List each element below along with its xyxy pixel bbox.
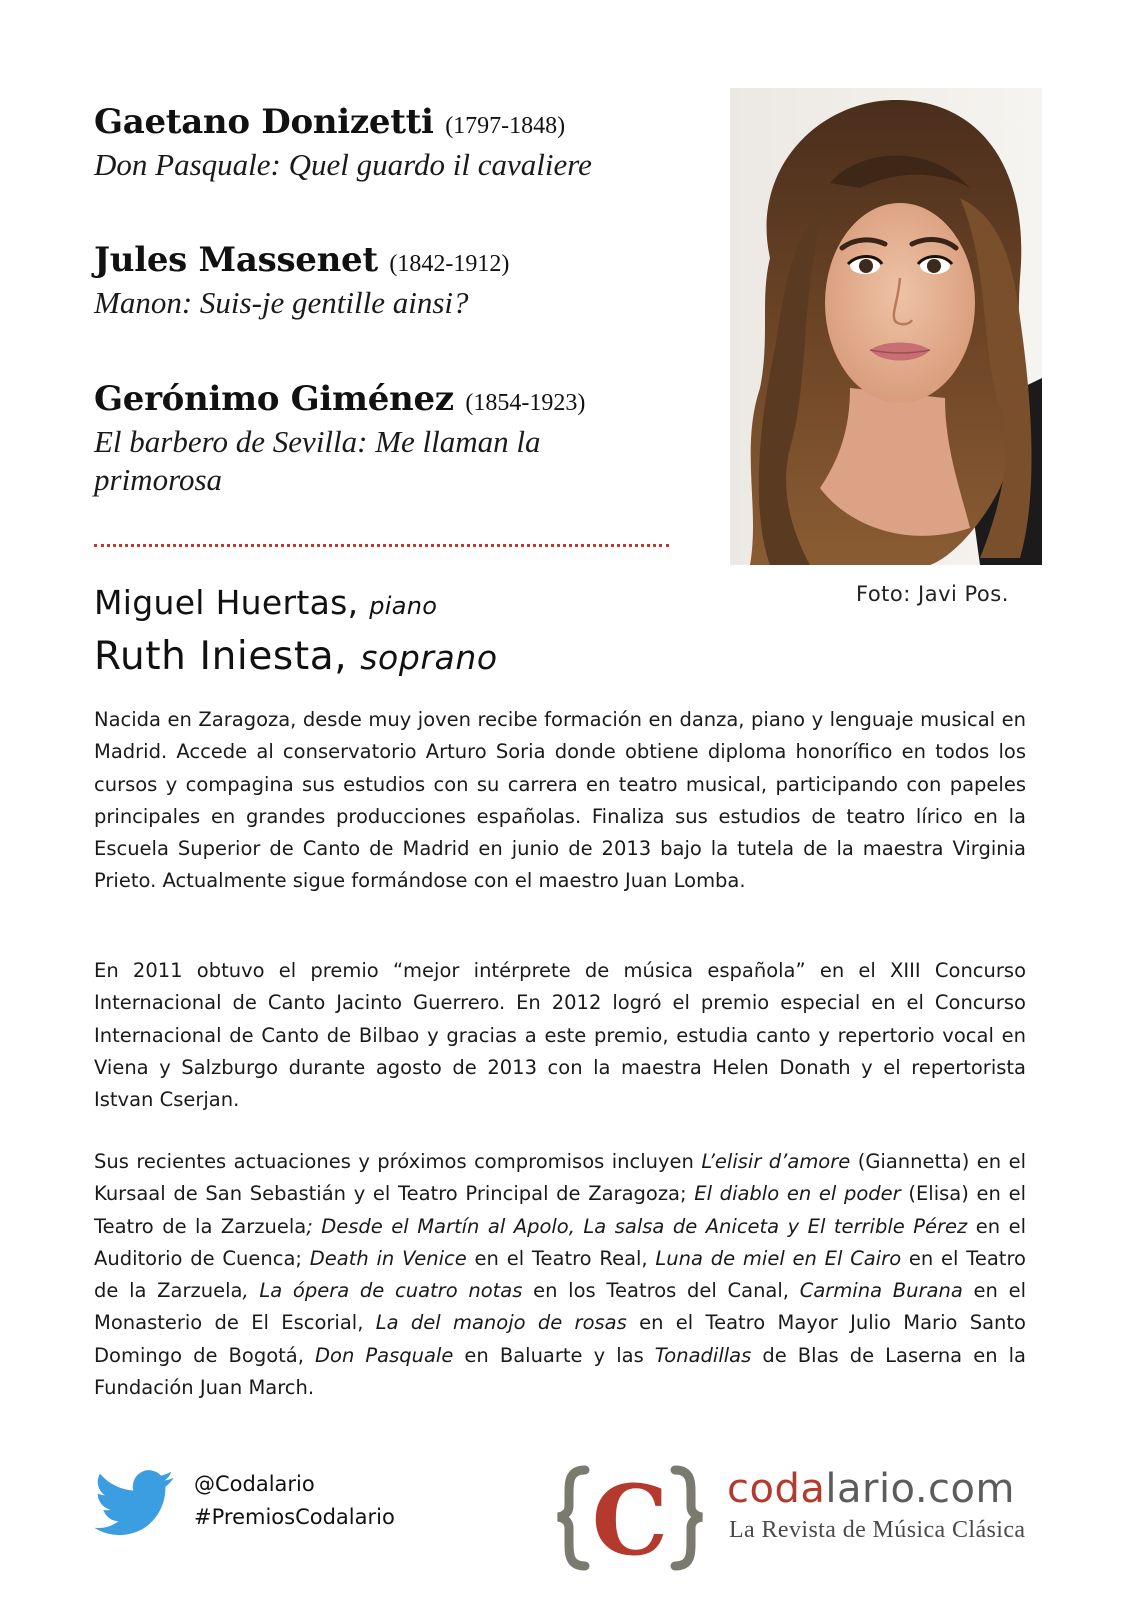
twitter-handle[interactable]: @Codalario xyxy=(194,1472,315,1496)
soprano-portrait-photo xyxy=(730,88,1042,565)
composer-name: Jules Massenet (1842-1912) xyxy=(94,240,510,280)
composer-years: (1797-1848) xyxy=(445,113,566,139)
bio-paragraph-2: En 2011 obtuvo el premio “mejor intérprete de música española” en el XIII Concurso Internacional de Canto Jacinto Guerrero. En 2012 logró el premio especial en el Concurso Internacional de Canto de Bilbao y gracias a este premio, estudia canto y repertorio vocal en Viena y Salzburgo durante agosto de 2013 con la maestra Helen Donath y el repertorista Istvan Cserjan. xyxy=(94,959,1026,1112)
dotted-divider xyxy=(94,544,669,547)
svg-text:C: C xyxy=(591,1464,669,1572)
photo-credit: Foto: Javi Pos. xyxy=(856,582,1009,606)
bio-paragraph-1: Nacida en Zaragoza, desde muy joven recibe formación en danza, piano y lenguaje musical en Madrid. Accede al conservatorio Arturo Soria donde obtiene diploma honorífico en todos los cursos y compagina sus estudios con su carrera en teatro musical, participando con papeles principales en grandes producciones españolas. Finaliza sus estudios de teatro lírico en la Escuela Superior de Canto de Madrid en junio de 2013 bajo la tutela de la maestra Virginia Prieto. Actualmente sigue formándose con el maestro Juan Lomba. xyxy=(94,708,1026,893)
performer-soprano: Ruth Iniesta, soprano xyxy=(94,634,498,679)
work-title: El barbero de Sevilla: Me llaman la primorosa xyxy=(94,424,541,497)
composer-years: (1842-1912) xyxy=(389,251,510,277)
performer-role: piano xyxy=(369,592,438,620)
composer-name: Gerónimo Giménez (1854-1923) xyxy=(94,379,586,419)
work-title: Manon: Suis-je gentille ainsi? xyxy=(94,285,469,320)
bio-paragraph-3: Sus recientes actuaciones y próximos compromisos incluyen L’elisir d’amore (Giannetta) en el Kursaal de San Sebastián y el Teatro Principal de Zaragoza; El diablo en el poder (Elisa) en el Teatro de la Zarzuela; Desde el Martín al Apolo, La salsa de Aniceta y El terrible Pérez en el Auditorio de Cuenca; Death in Venice en el Teatro Real, Luna de miel en El Cairo en el Teatro de la Zarzuela, La ópera de cuatro notas en los Teatros del Canal, Carmina Burana en el Monasterio de El Escorial, La del manojo de rosas en el Teatro Mayor Julio Mario Santo Domingo de Bogotá, Don Pasquale en Baluarte y las Tonadillas de Blas de Laserna en la Fundación Juan March. xyxy=(94,1150,1027,1400)
codalario-wordmark[interactable]: codalario.com xyxy=(727,1466,1015,1512)
twitter-bird-icon xyxy=(94,1470,174,1536)
social-handles xyxy=(194,1468,395,1534)
performer-pianist: Miguel Huertas, piano xyxy=(94,583,438,622)
program-entry-3 xyxy=(94,379,654,499)
work-title: Don Pasquale: Quel guardo il cavaliere xyxy=(94,147,592,182)
hashtag[interactable]: #PremiosCodalario xyxy=(194,1505,395,1529)
codalario-tagline: La Revista de Música Clásica xyxy=(729,1517,1026,1543)
performer-role: soprano xyxy=(360,638,498,677)
program-entry-2 xyxy=(94,240,694,322)
program-entry-1 xyxy=(94,102,694,184)
composer-name: Gaetano Donizetti (1797-1848) xyxy=(94,102,566,142)
composer-years: (1854-1923) xyxy=(465,390,586,416)
codalario-logo-mark xyxy=(555,1462,705,1572)
